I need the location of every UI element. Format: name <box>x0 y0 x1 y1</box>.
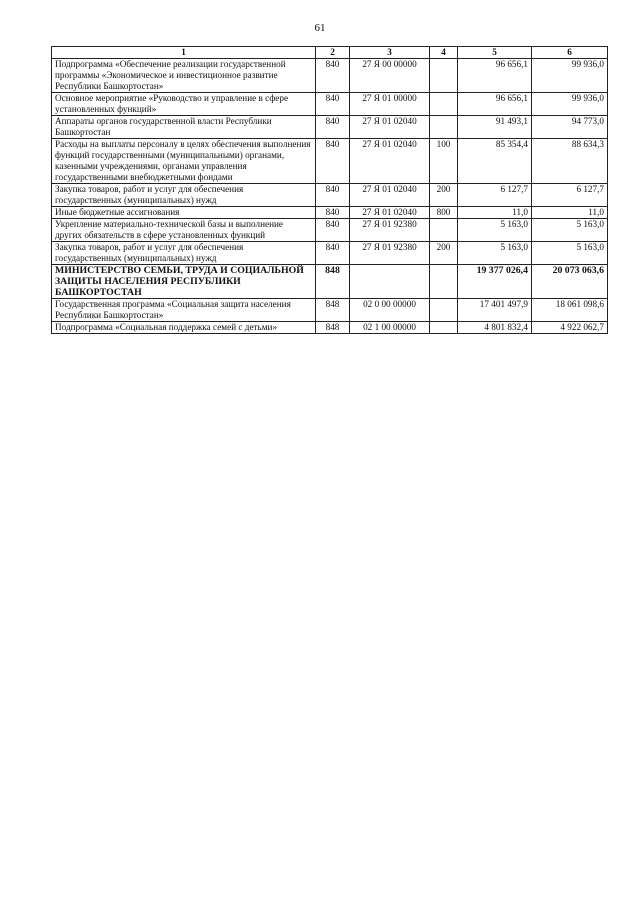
table-row <box>52 207 608 219</box>
row-expense-type-cell: 200 <box>430 242 458 265</box>
row-name-cell: Подпрограмма «Обеспечение реализации государственной программы «Экономическое и инвестиционное развитие Республики Башкортостан» <box>52 59 316 93</box>
row-target-code-cell: 02 1 00 00000 <box>350 322 430 334</box>
row-target-code-cell: 27 Я 01 02040 <box>350 116 430 139</box>
table-row <box>52 242 608 265</box>
row-expense-type-cell <box>430 265 458 299</box>
row-target-code-cell: 27 Я 01 92380 <box>350 242 430 265</box>
row-target-code-cell: 27 Я 01 02040 <box>350 207 430 219</box>
row-expense-type-cell <box>430 59 458 93</box>
row-amount-year2-cell: 99 936,0 <box>532 93 608 116</box>
table-row <box>52 59 608 93</box>
row-expense-type-cell: 200 <box>430 184 458 207</box>
row-expense-type-cell <box>430 219 458 242</box>
row-target-code-cell: 27 Я 00 00000 <box>350 59 430 93</box>
row-name-cell: Государственная программа «Социальная защита населения Республики Башкортостан» <box>52 299 316 322</box>
table-row <box>52 139 608 184</box>
table-row <box>52 299 608 322</box>
row-name-cell: Укрепление материально-технической базы и выполнение других обязательств в сфере установленных функций <box>52 219 316 242</box>
row-amount-year2-cell: 88 634,3 <box>532 139 608 184</box>
row-admin-code-cell: 840 <box>316 219 350 242</box>
table-row <box>52 93 608 116</box>
table-row <box>52 116 608 139</box>
row-name-cell: Закупка товаров, работ и услуг для обеспечения государственных (муниципальных) нужд <box>52 184 316 207</box>
row-target-code-cell: 27 Я 01 92380 <box>350 219 430 242</box>
table-row <box>52 322 608 334</box>
row-admin-code-cell: 840 <box>316 116 350 139</box>
row-expense-type-cell: 800 <box>430 207 458 219</box>
row-expense-type-cell <box>430 93 458 116</box>
row-target-code-cell: 02 0 00 00000 <box>350 299 430 322</box>
row-name-cell: Расходы на выплаты персоналу в целях обеспечения выполнения функций государственными (муниципальными) органами, казенными учреждениями, органами управления государственными внебюджетными фондами <box>52 139 316 184</box>
row-amount-year2-cell: 20 073 063,6 <box>532 265 608 299</box>
row-name-cell: Аппараты органов государственной власти Республики Башкортостан <box>52 116 316 139</box>
row-amount-year2-cell: 11,0 <box>532 207 608 219</box>
row-amount-year2-cell: 6 127,7 <box>532 184 608 207</box>
row-amount-year1-cell: 19 377 026,4 <box>458 265 532 299</box>
row-amount-year1-cell: 6 127,7 <box>458 184 532 207</box>
row-expense-type-cell <box>430 116 458 139</box>
row-amount-year2-cell: 4 922 062,7 <box>532 322 608 334</box>
row-admin-code-cell: 840 <box>316 207 350 219</box>
row-amount-year1-cell: 96 656,1 <box>458 59 532 93</box>
table-header-row <box>52 47 608 59</box>
row-name-cell: Иные бюджетные ассигнования <box>52 207 316 219</box>
header-col-1: 1 <box>52 47 316 59</box>
row-amount-year2-cell: 99 936,0 <box>532 59 608 93</box>
row-amount-year1-cell: 91 493,1 <box>458 116 532 139</box>
row-amount-year1-cell: 5 163,0 <box>458 242 532 265</box>
table-body <box>52 59 608 334</box>
row-target-code-cell: 27 Я 01 02040 <box>350 184 430 207</box>
row-amount-year1-cell: 4 801 832,4 <box>458 322 532 334</box>
table-row <box>52 184 608 207</box>
row-amount-year1-cell: 17 401 497,9 <box>458 299 532 322</box>
row-amount-year2-cell: 94 773,0 <box>532 116 608 139</box>
row-admin-code-cell: 840 <box>316 59 350 93</box>
table-row <box>52 219 608 242</box>
row-admin-code-cell: 848 <box>316 299 350 322</box>
row-admin-code-cell: 848 <box>316 322 350 334</box>
row-admin-code-cell: 840 <box>316 184 350 207</box>
header-col-3: 3 <box>350 47 430 59</box>
row-admin-code-cell: 840 <box>316 242 350 265</box>
row-amount-year1-cell: 96 656,1 <box>458 93 532 116</box>
header-col-4: 4 <box>430 47 458 59</box>
row-admin-code-cell: 848 <box>316 265 350 299</box>
row-amount-year2-cell: 18 061 098,6 <box>532 299 608 322</box>
header-col-6: 6 <box>532 47 608 59</box>
table-row <box>52 265 608 299</box>
row-name-cell: Подпрограмма «Социальная поддержка семей с детьми» <box>52 322 316 334</box>
row-amount-year2-cell: 5 163,0 <box>532 242 608 265</box>
header-col-5: 5 <box>458 47 532 59</box>
row-admin-code-cell: 840 <box>316 139 350 184</box>
budget-table <box>51 46 608 334</box>
row-name-cell: МИНИСТЕРСТВО СЕМЬИ, ТРУДА И СОЦИАЛЬНОЙ ЗАЩИТЫ НАСЕЛЕНИЯ РЕСПУБЛИКИ БАШКОРТОСТАН <box>52 265 316 299</box>
row-target-code-cell: 27 Я 01 02040 <box>350 139 430 184</box>
page-number: 61 <box>314 22 326 34</box>
row-target-code-cell: 27 Я 01 00000 <box>350 93 430 116</box>
row-admin-code-cell: 840 <box>316 93 350 116</box>
row-amount-year1-cell: 11,0 <box>458 207 532 219</box>
row-amount-year1-cell: 5 163,0 <box>458 219 532 242</box>
row-expense-type-cell <box>430 299 458 322</box>
row-name-cell: Закупка товаров, работ и услуг для обеспечения государственных (муниципальных) нужд <box>52 242 316 265</box>
row-expense-type-cell: 100 <box>430 139 458 184</box>
row-expense-type-cell <box>430 322 458 334</box>
row-amount-year2-cell: 5 163,0 <box>532 219 608 242</box>
header-col-2: 2 <box>316 47 350 59</box>
row-name-cell: Основное мероприятие «Руководство и управление в сфере установленных функций» <box>52 93 316 116</box>
row-amount-year1-cell: 85 354,4 <box>458 139 532 184</box>
row-target-code-cell <box>350 265 430 299</box>
